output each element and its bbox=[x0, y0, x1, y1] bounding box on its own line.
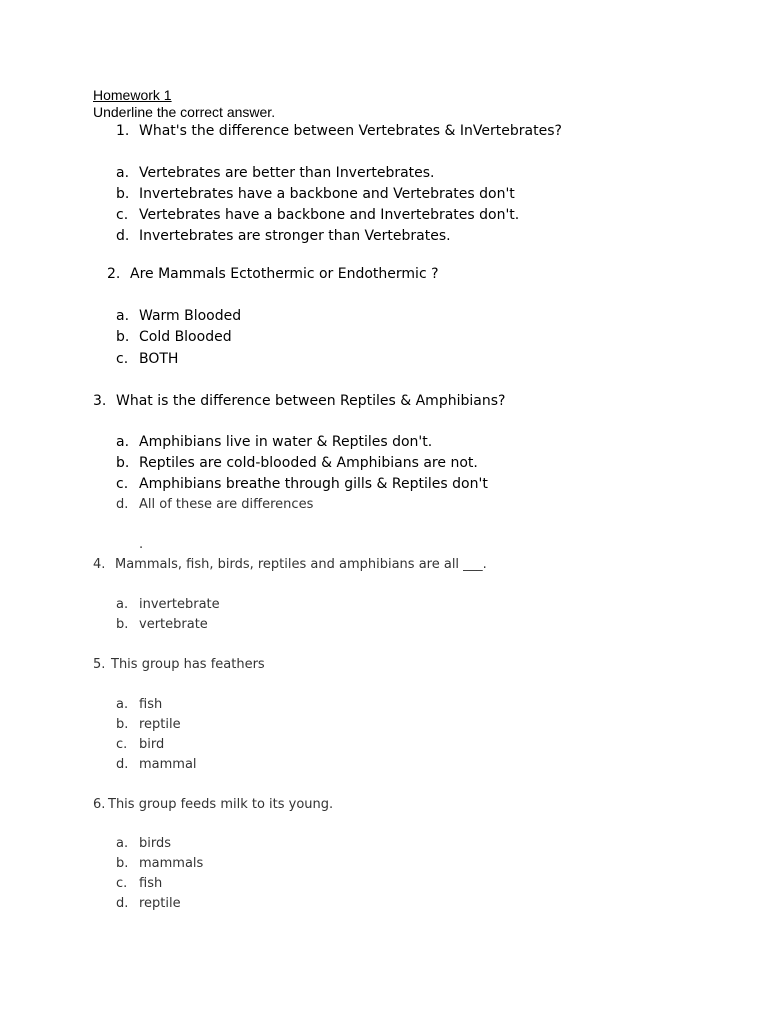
option-text: Invertebrates are stronger than Vertebrates. bbox=[139, 228, 451, 244]
list-item bbox=[116, 207, 520, 223]
list-item bbox=[116, 717, 181, 732]
option-text: birds bbox=[139, 836, 172, 851]
list-item bbox=[116, 737, 165, 752]
option-text: All of these are differences bbox=[139, 497, 314, 512]
question-number: 4. bbox=[93, 557, 106, 572]
instruction-text: Underline the correct answer. bbox=[93, 104, 276, 120]
question-6 bbox=[93, 797, 334, 812]
option-text: fish bbox=[139, 697, 163, 712]
list-item bbox=[116, 896, 181, 911]
question-text: Are Mammals Ectothermic or Endothermic ? bbox=[130, 266, 439, 282]
list-item bbox=[116, 856, 204, 871]
question-number: 1. bbox=[116, 123, 130, 139]
option-marker: a. bbox=[116, 434, 130, 450]
question-4 bbox=[93, 557, 487, 572]
question-number: 5. bbox=[93, 657, 106, 672]
option-text: vertebrate bbox=[139, 617, 208, 632]
option-marker: c. bbox=[116, 476, 129, 492]
option-marker: b. bbox=[116, 455, 130, 471]
question-text: This group has feathers bbox=[111, 657, 265, 672]
list-item bbox=[116, 228, 451, 244]
option-text: bird bbox=[139, 737, 165, 752]
question-number: 6. bbox=[93, 797, 106, 812]
option-text: reptile bbox=[139, 896, 181, 911]
list-item bbox=[116, 351, 179, 367]
list-item bbox=[116, 476, 488, 492]
question-5 bbox=[93, 657, 265, 672]
option-text: Cold Blooded bbox=[139, 329, 232, 345]
option-marker: b. bbox=[116, 617, 129, 632]
option-text: Warm Blooded bbox=[139, 308, 242, 324]
option-marker: d. bbox=[116, 497, 129, 512]
option-text: invertebrate bbox=[139, 597, 220, 612]
list-item bbox=[116, 434, 433, 450]
option-marker: a. bbox=[116, 836, 129, 851]
list-item bbox=[116, 186, 515, 202]
option-marker: b. bbox=[116, 717, 129, 732]
list-item bbox=[116, 757, 197, 772]
list-item bbox=[116, 836, 172, 851]
option-marker: b. bbox=[116, 329, 130, 345]
option-text: Amphibians live in water & Reptiles don't. bbox=[139, 434, 433, 450]
option-text: Vertebrates have a backbone and Invertebrates don't. bbox=[139, 207, 520, 223]
list-item bbox=[116, 165, 435, 181]
option-marker: d. bbox=[116, 757, 129, 772]
question-2 bbox=[107, 266, 439, 282]
option-text: Reptiles are cold-blooded & Amphibians are not. bbox=[139, 455, 478, 471]
option-text: Vertebrates are better than Invertebrates. bbox=[139, 165, 435, 181]
option-marker: c. bbox=[116, 737, 128, 752]
question-text: Mammals, fish, birds, reptiles and amphibians are all ___. bbox=[115, 557, 487, 572]
trailing-dot: . bbox=[139, 537, 144, 552]
option-marker: a. bbox=[116, 597, 129, 612]
option-text: mammals bbox=[139, 856, 204, 871]
option-marker: a. bbox=[116, 165, 130, 181]
question-number: 2. bbox=[107, 266, 121, 282]
option-text: Invertebrates have a backbone and Vertebrates don't bbox=[139, 186, 515, 202]
option-text: fish bbox=[139, 876, 163, 891]
list-item bbox=[116, 308, 242, 324]
question-1 bbox=[116, 123, 562, 139]
question-text: This group feeds milk to its young. bbox=[108, 797, 334, 812]
question-number: 3. bbox=[93, 393, 107, 409]
list-item bbox=[116, 876, 163, 891]
question-text: What is the difference between Reptiles & Amphibians? bbox=[116, 393, 506, 409]
option-marker: c. bbox=[116, 207, 129, 223]
page-title: Homework 1 bbox=[93, 87, 172, 103]
option-text: BOTH bbox=[139, 351, 179, 367]
option-marker: d. bbox=[116, 896, 129, 911]
list-item bbox=[116, 597, 220, 612]
option-marker: a. bbox=[116, 308, 130, 324]
option-text: mammal bbox=[139, 757, 197, 772]
list-item bbox=[116, 497, 314, 512]
option-marker: b. bbox=[116, 856, 129, 871]
option-text: reptile bbox=[139, 717, 181, 732]
list-item bbox=[116, 617, 208, 632]
question-text: What's the difference between Vertebrates & InVertebrates? bbox=[139, 123, 562, 139]
list-item bbox=[116, 697, 163, 712]
option-marker: c. bbox=[116, 876, 128, 891]
list-item bbox=[116, 329, 232, 345]
option-marker: a. bbox=[116, 697, 129, 712]
option-marker: d. bbox=[116, 228, 130, 244]
option-marker: c. bbox=[116, 351, 129, 367]
list-item bbox=[116, 455, 478, 471]
question-3 bbox=[93, 393, 506, 409]
option-marker: b. bbox=[116, 186, 130, 202]
option-text: Amphibians breathe through gills & Reptiles don't bbox=[139, 476, 488, 492]
